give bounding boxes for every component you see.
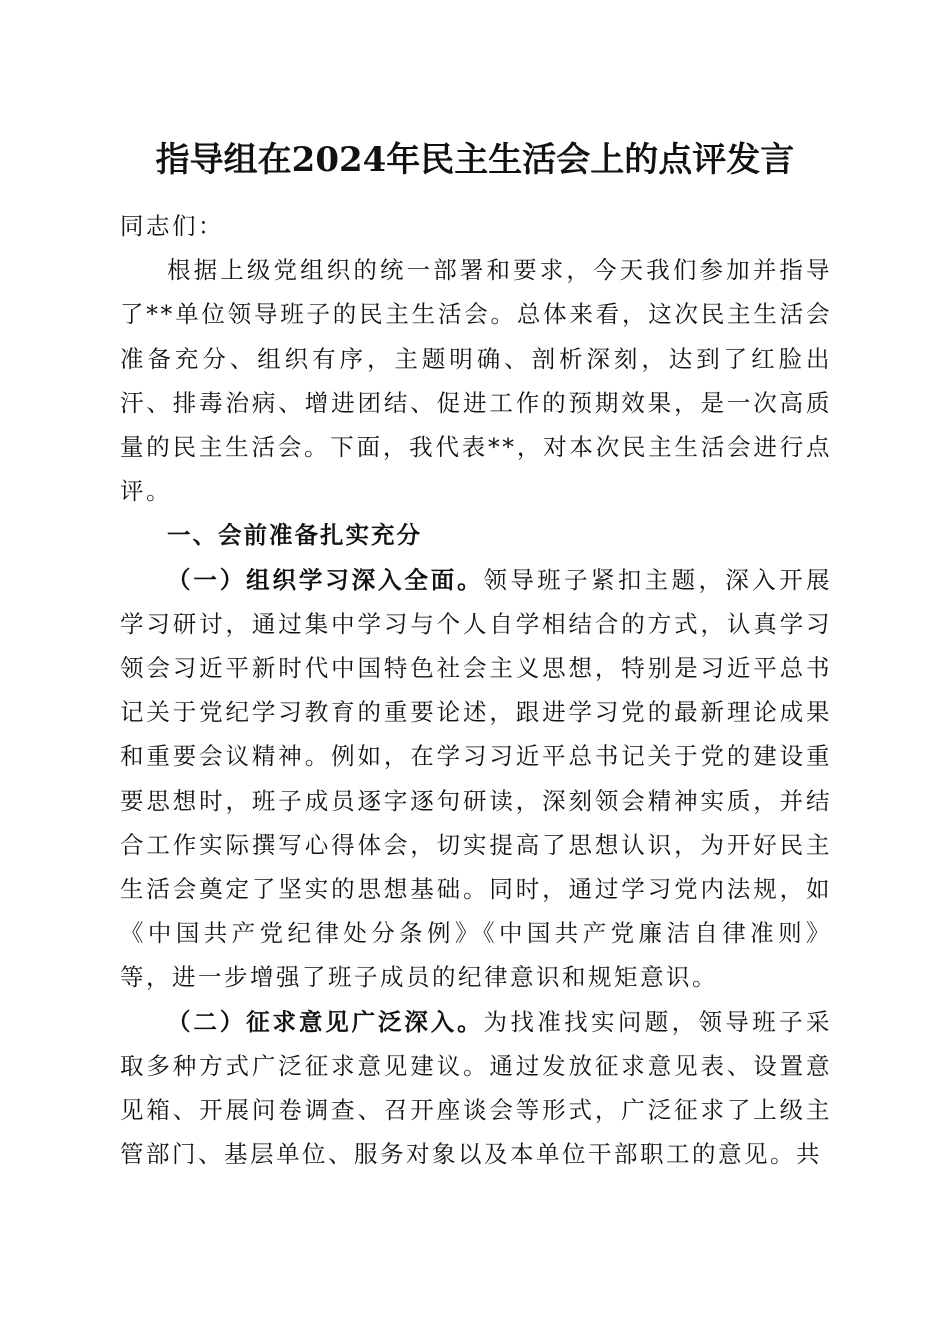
document-body (120, 204, 832, 1176)
intro-paragraph: 根据上级党组织的统一部署和要求，今天我们参加并指导了**单位领导班子的民主生活会。总体来看，这次民主生活会准备充分、组织有序，主题明确、剖析深刻，达到了红脸出汗、排毒治病、增进团结、促进工作的预期效果，是一次高质量的民主生活会。下面，我代表**，对本次民主生活会进行点评。 (120, 256, 832, 506)
subsection-2-paragraph (120, 1000, 832, 1177)
subsection-1-lead: （一）组织学习深入全面。 (167, 565, 484, 594)
section-heading-1: 一、会前准备扎实充分 (167, 521, 422, 550)
subsection-1-paragraph (120, 558, 832, 1000)
document-title: 指导组在2024年民主生活会上的点评发言 (155, 140, 795, 180)
salutation: 同志们： (120, 212, 224, 240)
subsection-1-text: 领导班子紧扣主题，深入开展学习研讨，通过集中学习与个人自学相结合的方式，认真学习领会习近平新时代中国特色社会主义思想，特别是习近平总书记关于党纪学习教育的重要论述，跟进学习党的最新理论成果和重要会议精神。例如，在学习习近平总书记关于党的建设重要思想时，班子成员逐字逐句研读，深刻领会精神实质，并结合工作实际撰写心得体会，切实提高了思想认识，为开好民主生活会奠定了坚实的思想基础。同时，通过学习党内法规，如《中国共产党纪律处分条例》《中国共产党廉洁自律准则》等，进一步增强了班子成员的纪律意识和规矩意识。 (120, 565, 832, 992)
subsection-2-lead: （二）征求意见广泛深入。 (167, 1007, 484, 1036)
subsection-2-text: 为找准找实问题，领导班子采取多种方式广泛征求意见建议。通过发放征求意见表、设置意见箱、开展问卷调查、召开座谈会等形式，广泛征求了上级主管部门、基层单位、服务对象以及本单位干部职工的意见。共 (120, 1007, 832, 1169)
